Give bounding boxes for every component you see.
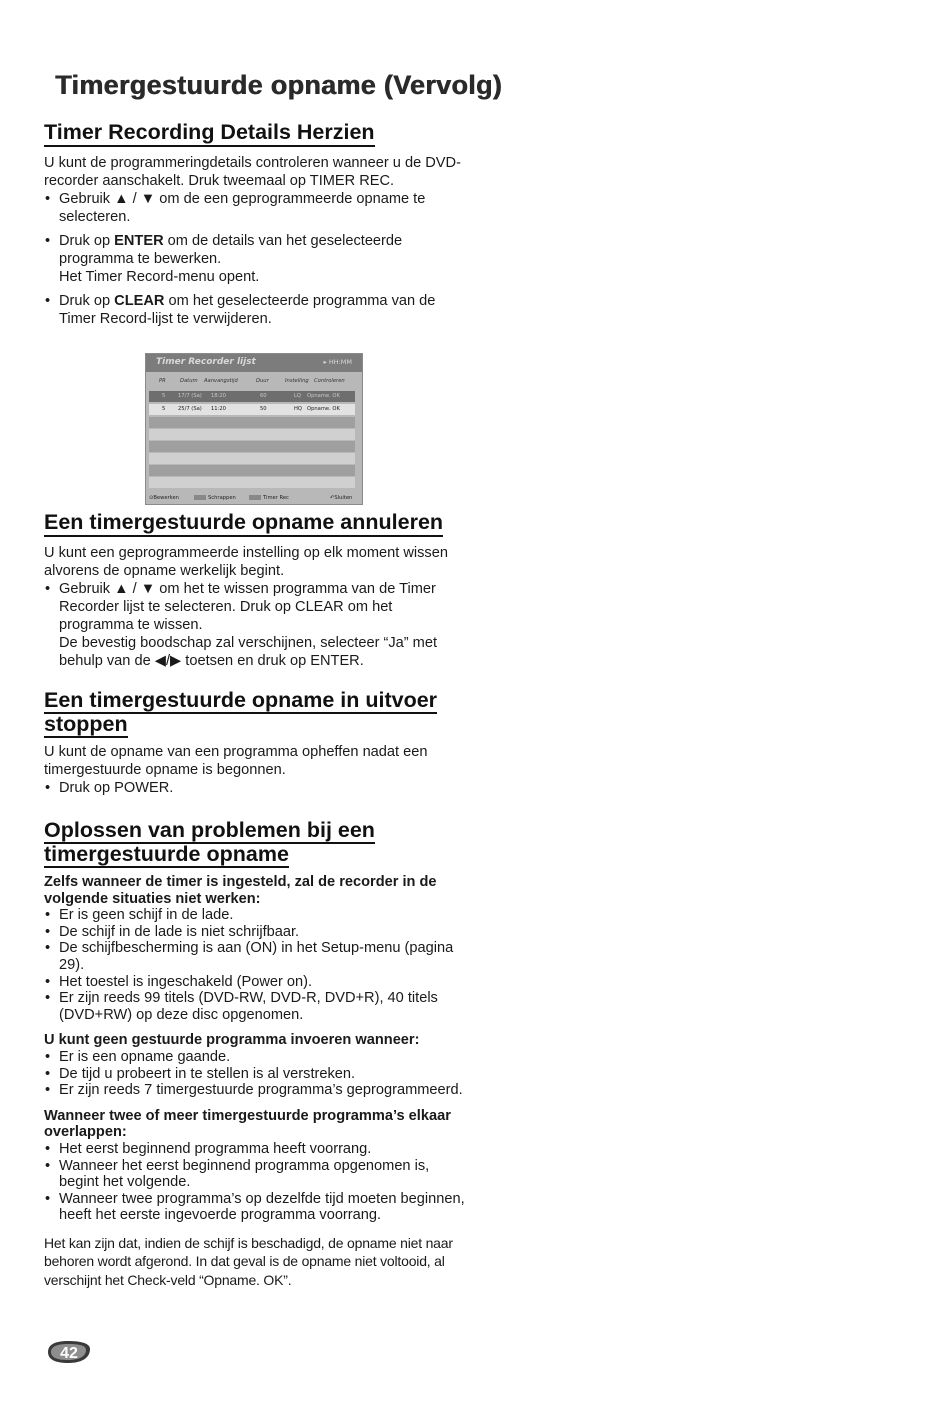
subheading: Wanneer twee of meer timergestuurde programma’s elkaar overlappen:: [44, 1107, 451, 1141]
osd-title: Timer Recorder lijst: [156, 357, 256, 367]
section-intro: U kunt de opname van een programma opheffen nadat een timergestuurde opname is begonnen.: [44, 744, 428, 778]
section-stop: [44, 688, 464, 797]
list-item: • Er zijn reeds 99 titels (DVD-RW, DVD-R, DVD+R), 40 titels (DVD+RW) op deze disc opgenomen.: [44, 990, 466, 1023]
osd-empty-row: [149, 477, 355, 488]
bullet-list: [44, 190, 464, 328]
osd-col-datum: Datum: [180, 378, 198, 384]
osd-foot-edit: ⊙Bewerken: [149, 495, 179, 501]
bullet-list: [44, 580, 464, 670]
list-item: • De schijf in de lade is niet schrijfbaar.: [44, 924, 466, 941]
page-title: Timergestuurde opname (Vervolg): [55, 70, 502, 100]
subheading: U kunt geen gestuurde programma invoeren wanneer:: [44, 1032, 420, 1049]
list-item: • Er zijn reeds 7 timergestuurde programma’s geprogrammeerd.: [44, 1082, 466, 1099]
osd-empty-row: [149, 465, 355, 476]
section-timer-details: [44, 120, 464, 328]
page-number-badge: [44, 1339, 92, 1365]
bullet-list: [44, 779, 464, 797]
bullet-list-3: [44, 1141, 466, 1224]
osd-col-instelling: Instelling: [285, 378, 309, 384]
page-number: 42: [60, 1345, 78, 1362]
osd-col-duur: Duur: [256, 378, 269, 384]
section-heading: Een timergestuurde opname annuleren: [44, 510, 443, 537]
osd-col-start: Aanvangstijd: [204, 378, 238, 384]
list-item: • Druk op POWER.: [44, 779, 464, 797]
list-item: • Druk op CLEAR om het geselecteerde programma van de Timer Record-lijst te verwijderen.: [44, 292, 464, 328]
list-item: • De schijfbescherming is aan (ON) in het Setup-menu (pagina 29).: [44, 940, 466, 973]
osd-col-controleren: Controleren: [314, 378, 345, 384]
list-item: • Er is een opname gaande.: [44, 1049, 466, 1066]
list-item: • Wanneer het eerst beginnend programma opgenomen is, begint het volgende.: [44, 1158, 466, 1191]
list-item: • Wanneer twee programma’s op dezelfde tijd moeten beginnen, heeft het eerste ingevoerde programma voorrang.: [44, 1191, 466, 1224]
bullet-list-1: [44, 907, 466, 1023]
osd-foot-close: ↶Sluiten: [330, 495, 353, 501]
section-cancel: [44, 510, 464, 670]
list-item: • De tijd u probeert in te stellen is al verstreken.: [44, 1066, 466, 1083]
osd-table-header: [146, 376, 362, 388]
section-heading: Oplossen van problemen bij een timergestuurde opname: [44, 818, 375, 866]
list-item: • Er is geen schijf in de lade.: [44, 907, 466, 924]
osd-empty-row: [149, 441, 355, 452]
list-item: • Het eerst beginnend programma heeft voorrang.: [44, 1141, 466, 1158]
bullet-list-2: [44, 1049, 466, 1099]
osd-foot-delete: Schrappen: [194, 495, 236, 501]
osd-row-selected: 5 17/7 (Sa) 18:20 60 LQ Opname. OK: [149, 391, 355, 402]
osd-row: 5 25/7 (Sa) 11:20 50 HQ Opname. OK: [149, 404, 355, 415]
osd-footer: [146, 493, 362, 504]
note: Het kan zijn dat, indien de schijf is beschadigd, de opname niet naar behoren wordt afgerond. In dat geval is de opname niet voltooid, al verschijnt het Check-veld “Opname. OK”.: [44, 1234, 453, 1288]
subheading: Zelfs wanneer de timer is ingesteld, zal de recorder in de volgende situaties niet werken:: [44, 874, 437, 907]
osd-empty-row: [149, 417, 355, 428]
osd-empty-row: [149, 429, 355, 440]
osd-title-right: ▸ HH:MM: [323, 358, 352, 366]
list-item: • Druk op ENTER om de details van het geselecteerde programma te bewerken. Het Timer Record-menu opent.: [44, 232, 464, 286]
section-intro: U kunt de programmeringdetails controleren wanneer u de DVD-recorder aanschakelt. Druk tweemaal op TIMER REC.: [44, 155, 461, 189]
list-item: • Het toestel is ingeschakeld (Power on).: [44, 974, 466, 991]
osd-col-pr: PR: [159, 378, 166, 384]
list-item: • Gebruik ▲ / ▼ om het te wissen programma van de Timer Recorder lijst te selecteren. Druk op CLEAR om het programma te wissen. De bevestig boodschap zal verschijnen, selecteer “Ja” met behulp van de ◀/▶ toetsen en druk op ENTER.: [44, 580, 464, 670]
list-item: • Gebruik ▲ / ▼ om de een geprogrammeerde opname te selecteren.: [44, 190, 464, 226]
osd-empty-row: [149, 453, 355, 464]
timer-recorder-list-screenshot: [145, 353, 363, 505]
section-troubleshooting: [44, 818, 466, 1289]
osd-title-bar: [146, 354, 362, 372]
section-heading: Een timergestuurde opname in uitvoer stoppen: [44, 688, 438, 736]
section-intro: U kunt een geprogrammeerde instelling op elk moment wissen alvorens de opname werkelijk begint.: [44, 545, 448, 579]
osd-foot-timer-rec: Timer Rec: [249, 495, 289, 501]
section-heading: Timer Recording Details Herzien: [44, 120, 375, 147]
